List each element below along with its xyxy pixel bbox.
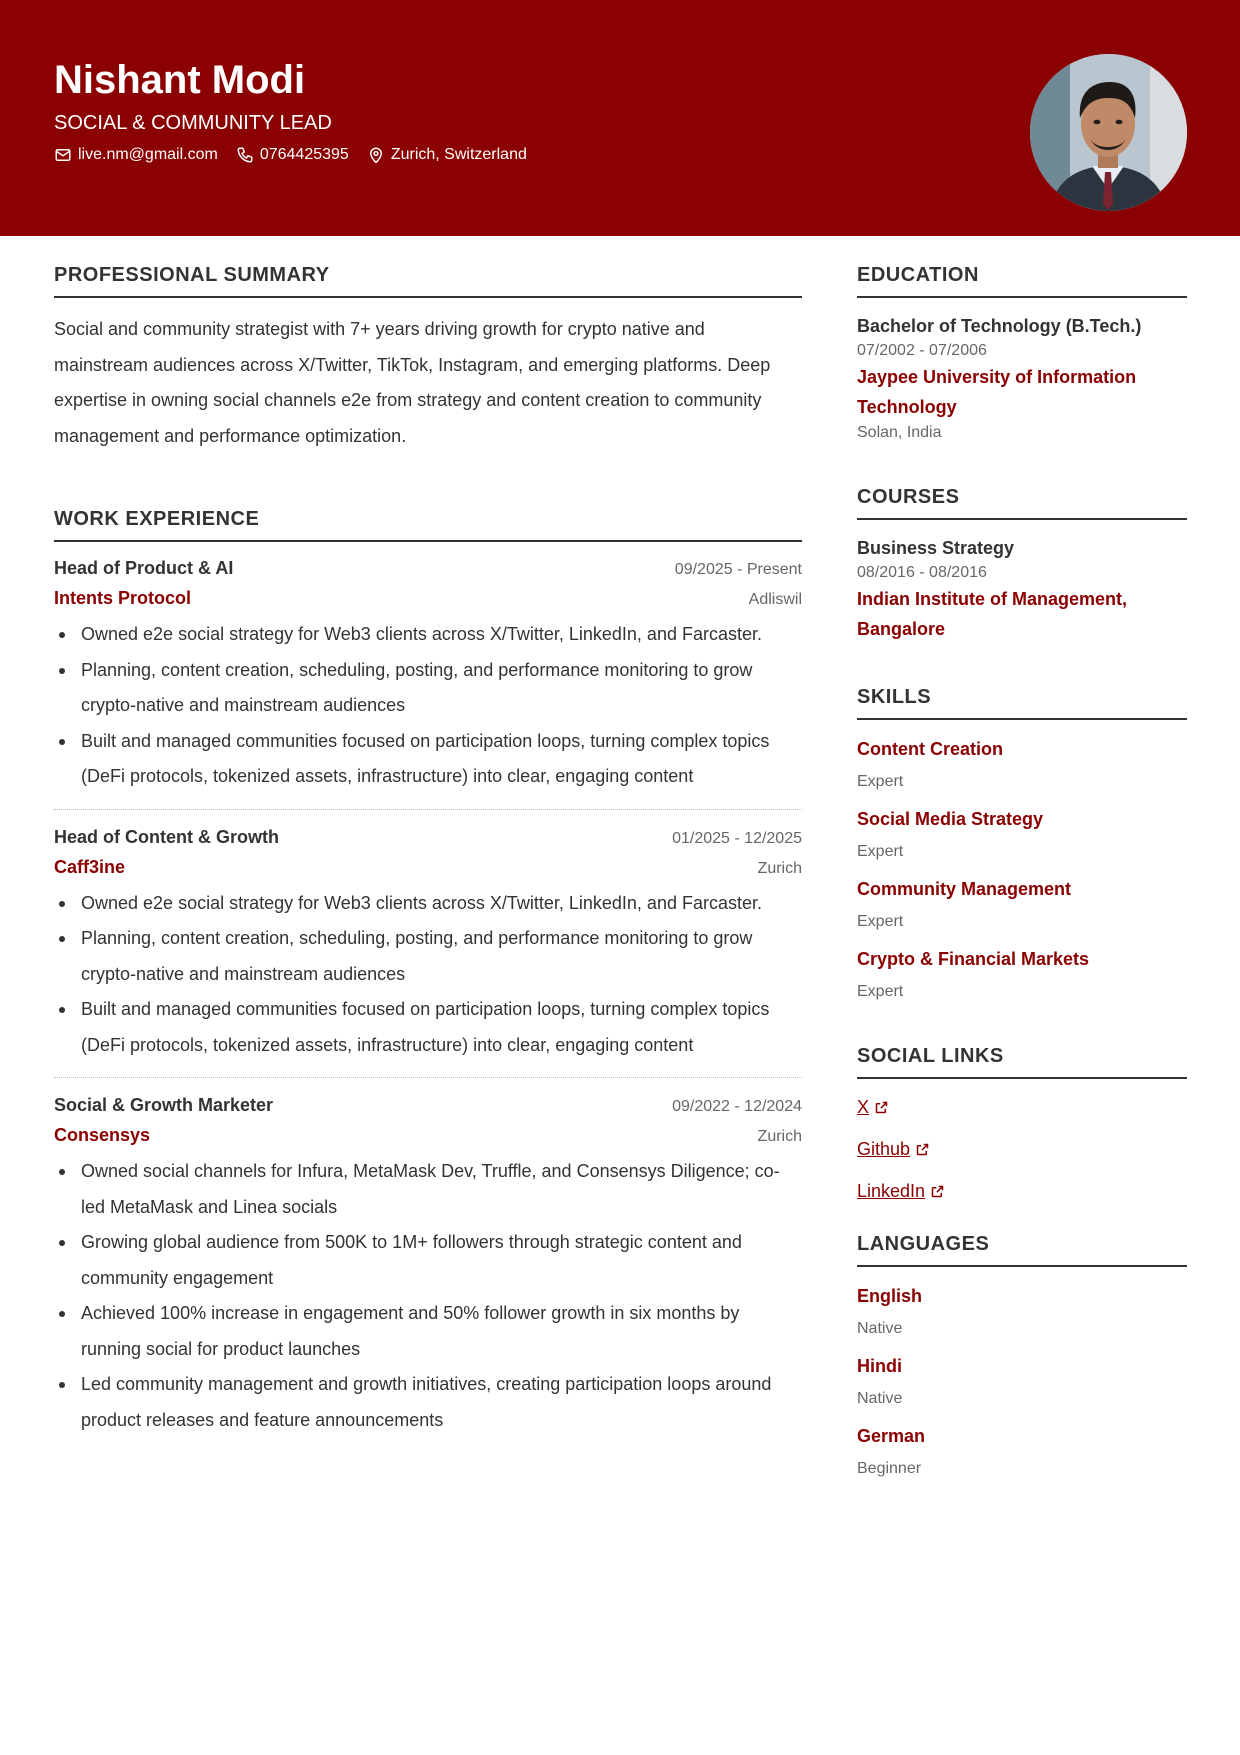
- social-links-section: [857, 1043, 1187, 1205]
- left-column: [54, 262, 802, 1452]
- skill-name: Social Media Strategy: [857, 809, 1044, 829]
- skill-level: Expert: [857, 983, 904, 1000]
- phone-icon: [236, 146, 254, 164]
- skill-level: Expert: [857, 843, 904, 860]
- external-link-icon: [874, 1100, 889, 1115]
- job-entry: [54, 810, 802, 1079]
- external-link-icon: [930, 1184, 945, 1199]
- job-location: Zurich: [757, 859, 802, 877]
- email-text: live.nm@gmail.com: [78, 146, 218, 163]
- language-item: [857, 1283, 1187, 1340]
- map-pin-icon: [367, 146, 385, 164]
- course-name: Business Strategy: [857, 538, 1015, 558]
- job-company: Intents Protocol: [54, 588, 192, 608]
- resume-header: [0, 0, 1240, 236]
- courses-section: [857, 484, 1187, 644]
- section-heading-social-links: SOCIAL LINKS: [857, 1043, 1187, 1079]
- skills-section: [857, 684, 1187, 1003]
- professional-summary-section: [54, 262, 802, 454]
- education-location: Solan, India: [857, 424, 942, 441]
- candidate-name: Nishant Modi: [54, 58, 306, 102]
- bullet-item: Growing global audience from 500K to 1M+ followers through strategic content and community engagement: [54, 1225, 802, 1296]
- job-location: Zurich: [757, 1128, 802, 1145]
- bullet-item: Planning, content creation, scheduling, posting, and performance monitoring to grow crypto-native and mainstream audiences: [54, 921, 802, 992]
- languages-section: [857, 1231, 1187, 1480]
- language-level: Beginner: [857, 1460, 922, 1477]
- right-column: [857, 262, 1187, 1480]
- language-level: Native: [857, 1320, 903, 1337]
- location-contact: [367, 143, 527, 167]
- language-name: English: [857, 1286, 923, 1306]
- course-school: Indian Institute of Management, Bangalore: [857, 589, 1128, 639]
- job-entry: [54, 554, 802, 810]
- section-heading-languages: LANGUAGES: [857, 1231, 1187, 1267]
- job-dates: 01/2025 - 12/2025: [672, 829, 802, 847]
- education-section: [857, 262, 1187, 444]
- job-company: Caff3ine: [54, 856, 126, 877]
- bullet-item: Owned e2e social strategy for Web3 clients across X/Twitter, LinkedIn, and Farcaster.: [54, 886, 802, 922]
- phone-text: 0764425395: [259, 146, 349, 163]
- bullet-item: Owned e2e social strategy for Web3 clients across X/Twitter, LinkedIn, and Farcaster.: [54, 617, 802, 653]
- contact-info: [54, 143, 545, 167]
- summary-text: Social and community strategist with 7+ years driving growth for crypto native and mainstream audiences across X/Twitter, TikTok, Instagram, and emerging platforms. Deep expertise in owning social channels e2e from strategy and content creation to community management and performance optimization.: [54, 319, 771, 446]
- job-title: SOCIAL & COMMUNITY LEAD: [54, 112, 332, 134]
- skill-level: Expert: [857, 773, 904, 790]
- job-bullets: [54, 617, 802, 795]
- social-link-github[interactable]: [857, 1135, 1187, 1163]
- bullet-item: Built and managed communities focused on participation loops, turning complex topics (DeFi protocols, tokenized assets, infrastructure) into clear, engaging content: [54, 724, 802, 795]
- social-link-label[interactable]: X: [857, 1097, 870, 1117]
- social-link-label[interactable]: Github: [857, 1139, 911, 1159]
- job-bullets: [54, 886, 802, 1064]
- job-dates: 09/2025 - Present: [674, 561, 802, 578]
- skill-name: Content Creation: [857, 739, 1003, 759]
- language-name: German: [857, 1426, 926, 1446]
- bullet-item: Led community management and growth initiatives, creating participation loops around product releases and feature announcements: [54, 1367, 802, 1438]
- language-item: [857, 1423, 1187, 1480]
- skill-item: [857, 736, 1187, 793]
- section-heading-skills: SKILLS: [857, 684, 1187, 720]
- social-links-list: [857, 1093, 1187, 1205]
- job-role: Head of Content & Growth: [54, 826, 279, 847]
- section-heading-courses: COURSES: [857, 484, 1187, 520]
- section-heading-education: EDUCATION: [857, 262, 1187, 298]
- education-degree: Bachelor of Technology (B.Tech.): [857, 316, 1142, 336]
- section-heading-work: WORK EXPERIENCE: [54, 506, 802, 542]
- education-dates: 07/2002 - 07/2006: [857, 342, 987, 359]
- envelope-icon: [54, 146, 72, 164]
- external-link-icon: [915, 1142, 930, 1157]
- job-entry: [54, 1078, 802, 1452]
- job-company: Consensys: [54, 1125, 151, 1145]
- job-location: Adliswil: [748, 591, 802, 608]
- skill-level: Expert: [857, 913, 904, 930]
- profile-photo: [1030, 54, 1187, 211]
- profile-portrait: [1030, 54, 1187, 211]
- phone-contact[interactable]: [236, 143, 349, 167]
- skill-item: [857, 876, 1187, 933]
- job-role: Social & Growth Marketer: [54, 1095, 274, 1115]
- bullet-item: Built and managed communities focused on participation loops, turning complex topics (DeFi protocols, tokenized assets, infrastructure) into clear, engaging content: [54, 992, 802, 1063]
- bullet-item: Planning, content creation, scheduling, posting, and performance monitoring to grow crypto-native and mainstream audiences: [54, 653, 802, 724]
- language-name: Hindi: [857, 1356, 902, 1376]
- job-bullets: [54, 1154, 802, 1438]
- language-item: [857, 1353, 1187, 1410]
- work-experience-section: [54, 506, 802, 1452]
- education-school: Jaypee University of Information Technology: [857, 367, 1137, 417]
- skill-item: [857, 946, 1187, 1003]
- job-dates: 09/2022 - 12/2024: [672, 1098, 802, 1115]
- course-dates: 08/2016 - 08/2016: [857, 564, 987, 581]
- skill-name: Community Management: [857, 879, 1072, 899]
- social-link-label[interactable]: LinkedIn: [857, 1181, 926, 1201]
- job-role: Head of Product & AI: [54, 558, 234, 578]
- skill-item: [857, 806, 1187, 863]
- social-link-linkedin[interactable]: [857, 1177, 1187, 1205]
- location-text: Zurich, Switzerland: [390, 146, 527, 163]
- skill-name: Crypto & Financial Markets: [857, 949, 1090, 969]
- email-contact[interactable]: [54, 143, 218, 167]
- bullet-item: Achieved 100% increase in engagement and 50% follower growth in six months by running social for product launches: [54, 1296, 802, 1367]
- bullet-item: Owned social channels for Infura, MetaMask Dev, Truffle, and Consensys Diligence; co-led MetaMask and Linea socials: [54, 1154, 802, 1225]
- social-link-x[interactable]: [857, 1093, 1187, 1121]
- section-heading-summary: PROFESSIONAL SUMMARY: [54, 262, 802, 298]
- language-level: Native: [857, 1390, 903, 1407]
